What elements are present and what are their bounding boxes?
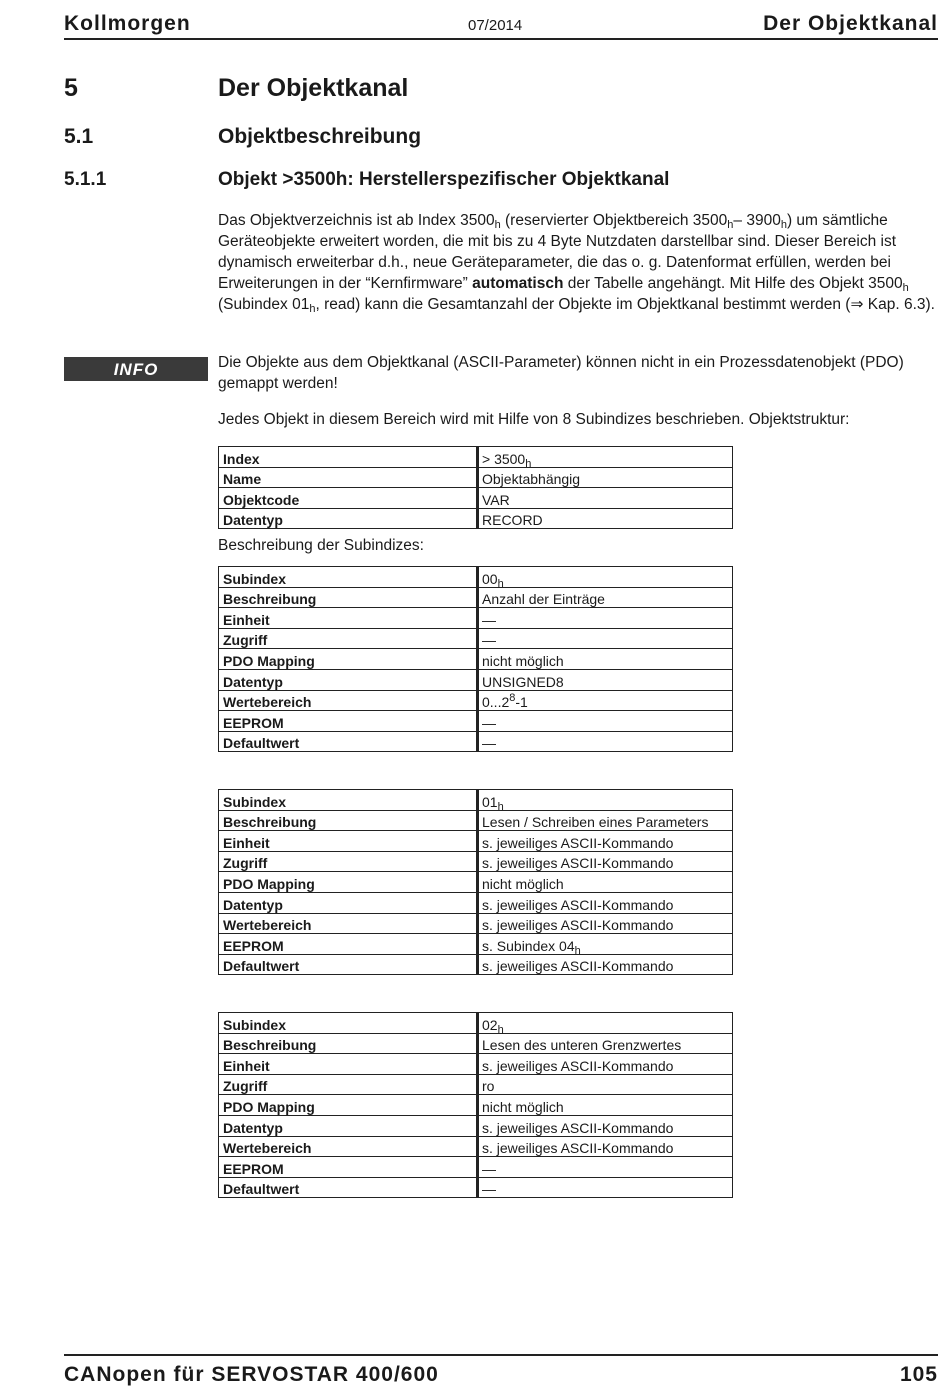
table-row (219, 649, 733, 670)
table-value-cell: VAR (478, 488, 733, 509)
table-value-cell: s. jeweiliges ASCII-Kommando (478, 831, 733, 852)
table-value-cell: Lesen / Schreiben eines Parameters (478, 810, 733, 831)
table-row (219, 1115, 733, 1136)
table-key-cell: Defaultwert (219, 731, 478, 752)
table-key-cell: Objektcode (219, 488, 478, 509)
subindex-02-table (218, 1012, 733, 1198)
page-footer (64, 1354, 938, 1394)
table-value-cell: s. jeweiliges ASCII-Kommando (478, 954, 733, 975)
table-row (219, 1033, 733, 1054)
table-key-cell: Datentyp (219, 1115, 478, 1136)
table-row (219, 508, 733, 529)
table-key-cell: Einheit (219, 1054, 478, 1075)
table-key-cell: PDO Mapping (219, 649, 478, 670)
chapter-title: Der Objektkanal (218, 74, 409, 102)
table-row (219, 913, 733, 934)
table-row (219, 731, 733, 752)
table-value-cell: $01_h$ (478, 790, 733, 811)
subindex-label: Beschreibung der Subindizes: (218, 537, 424, 554)
table-key-cell: Zugriff (219, 628, 478, 649)
table-key-cell: Datentyp (219, 892, 478, 913)
header-date: 07/2014 (468, 17, 523, 34)
table-value-cell: nicht möglich (478, 1095, 733, 1116)
table-key-cell: Beschreibung (219, 1033, 478, 1054)
table-value-cell: Objektabhängig (478, 467, 733, 488)
table-key-cell: Datentyp (219, 669, 478, 690)
table-row (219, 851, 733, 872)
table-key-cell: Index (219, 447, 478, 468)
table-key-cell: Wertebereich (219, 1136, 478, 1157)
table-value-cell: s. jeweiliges ASCII-Kommando (478, 1054, 733, 1075)
table-row (219, 488, 733, 509)
chapter-number: 5 (64, 74, 78, 102)
table-value-cell: — (478, 628, 733, 649)
page-number: 105 (899, 1363, 938, 1386)
table-row (219, 608, 733, 629)
table-value-cell: Anzahl der Einträge (478, 587, 733, 608)
table-value-cell: ro (478, 1074, 733, 1095)
table-key-cell: Einheit (219, 608, 478, 629)
table-value-cell: s. jeweiliges ASCII-Kommando (478, 1115, 733, 1136)
table-key-cell: EEPROM (219, 934, 478, 955)
table-row (219, 831, 733, 852)
table-value-cell: — (478, 731, 733, 752)
table-row (219, 1157, 733, 1178)
table-value-cell: s. jeweiliges ASCII-Kommando (478, 851, 733, 872)
table-key-cell: Defaultwert (219, 1177, 478, 1198)
table-row (219, 628, 733, 649)
table-value-cell: — (478, 608, 733, 629)
table-value-cell: nicht möglich (478, 872, 733, 893)
page-header (64, 8, 938, 40)
table-key-cell: Defaultwert (219, 954, 478, 975)
table-key-cell: Einheit (219, 831, 478, 852)
table-row (219, 1054, 733, 1075)
section-title: Objektbeschreibung (218, 125, 422, 148)
subsection-title: Objekt >3500h: Herstellerspezifischer Objektkanal (218, 169, 670, 190)
header-brand: Kollmorgen (64, 12, 191, 35)
info-badge: INFO (64, 357, 208, 381)
table-row (219, 567, 733, 588)
table-key-cell: Zugriff (219, 851, 478, 872)
table-value-cell: s. Subindex $04_h$ (478, 934, 733, 955)
table-value-cell: — (478, 711, 733, 732)
table-key-cell: Subindex (219, 790, 478, 811)
table-value-cell: s. jeweiliges ASCII-Kommando (478, 1136, 733, 1157)
intro-paragraph: Das Objektverzeichnis ist ab Index $3500_h$ (reservierter Objektbereich $3500_h-$ $3900_h$) um sämtliche Geräteobjekte erweitert worden, die mit bis zu 4 Byte Nutzdaten darstellbar sind. Dieser Bereich ist dynamisch erweiterbar d.h., neue Geräteparameter, die das o. g. Datenformat erfüllen, werden bei Erweiterungen in der “Kernfirmware” automatisch der Tabelle angehängt. Mit Hilfe des Objekt $3500_h$ (Subindex $01_h$, read) kann die Gesamtanzahl der Objekte im Objektkanal bestimmt werden (⇒ Kap. 6.3). (218, 212, 935, 315)
table-row (219, 954, 733, 975)
table-value-cell: Lesen des unteren Grenzwertes (478, 1033, 733, 1054)
section-number: 5.1 (64, 125, 94, 148)
table-row (219, 447, 733, 468)
table-key-cell: Subindex (219, 1013, 478, 1034)
subindex-01-table (218, 789, 733, 975)
table-key-cell: Zugriff (219, 1074, 478, 1095)
object-structure-table (218, 446, 733, 529)
table-row (219, 810, 733, 831)
table-key-cell: Subindex (219, 567, 478, 588)
table-row (219, 467, 733, 488)
table-value-cell: nicht möglich (478, 649, 733, 670)
table-row (219, 892, 733, 913)
table-value-cell: — (478, 1177, 733, 1198)
table-key-cell: Wertebereich (219, 913, 478, 934)
table-key-cell: EEPROM (219, 1157, 478, 1178)
table-row (219, 1177, 733, 1198)
table-key-cell: Datentyp (219, 508, 478, 529)
table-value-cell: $02_h$ (478, 1013, 733, 1034)
table-key-cell: Wertebereich (219, 690, 478, 711)
table-value-cell: s. jeweiliges ASCII-Kommando (478, 892, 733, 913)
table-value-cell: $00_h$ (478, 567, 733, 588)
table-value-cell: > $3500_h$ (478, 447, 733, 468)
table-value-cell: 0...2$^8$-1 (478, 690, 733, 711)
table-value-cell: s. jeweiliges ASCII-Kommando (478, 913, 733, 934)
table-row (219, 669, 733, 690)
table-key-cell: PDO Mapping (219, 872, 478, 893)
table-key-cell: Beschreibung (219, 587, 478, 608)
table-value-cell: RECORD (478, 508, 733, 529)
table-row (219, 690, 733, 711)
info-text: Die Objekte aus dem Objektkanal (ASCII-Parameter) können nicht in ein Prozessdatenobjekt (PDO) gemappt werden! (218, 354, 904, 392)
subsection-number: 5.1.1 (64, 169, 107, 190)
table-value-cell: — (478, 1157, 733, 1178)
table-row (219, 872, 733, 893)
table-row (219, 587, 733, 608)
footer-title: CANopen für SERVOSTAR 400/600 (64, 1363, 439, 1386)
table-key-cell: PDO Mapping (219, 1095, 478, 1116)
table-row (219, 1013, 733, 1034)
subindex-00-table (218, 566, 733, 752)
table-row (219, 1095, 733, 1116)
table-value-cell: UNSIGNED8 (478, 669, 733, 690)
table-row (219, 934, 733, 955)
header-chapter: Der Objektkanal (763, 12, 938, 35)
table-row (219, 1074, 733, 1095)
table-key-cell: EEPROM (219, 711, 478, 732)
table-key-cell: Name (219, 467, 478, 488)
table-row (219, 1136, 733, 1157)
table-row (219, 711, 733, 732)
table-row (219, 790, 733, 811)
structure-paragraph: Jedes Objekt in diesem Bereich wird mit Hilfe von 8 Subindizes beschrieben. Objektstruktur: (218, 411, 850, 428)
table-key-cell: Beschreibung (219, 810, 478, 831)
